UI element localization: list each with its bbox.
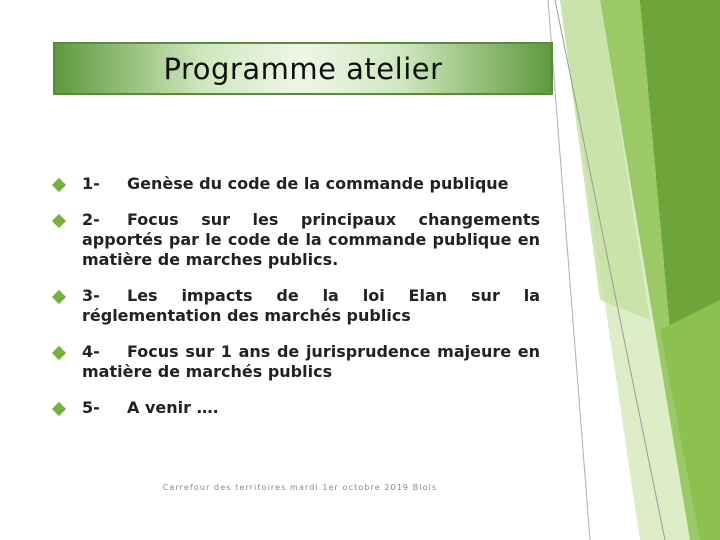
item-number: 3-	[82, 286, 100, 305]
diamond-bullet-icon	[52, 402, 66, 416]
title-banner	[53, 42, 553, 95]
diamond-bullet-icon	[52, 214, 66, 228]
diamond-bullet-icon	[52, 346, 66, 360]
footer-text: Carrefour des territoires mardi 1er octobre 2019 Blois	[162, 483, 438, 492]
list-item	[52, 174, 540, 194]
list-item	[52, 398, 540, 418]
item-number: 4-	[82, 342, 100, 361]
list-item	[52, 210, 540, 270]
list-item	[52, 342, 540, 382]
diamond-bullet-icon	[52, 290, 66, 304]
item-number: 2-	[82, 210, 100, 229]
agenda-list	[52, 174, 540, 434]
item-number: 5-	[82, 398, 100, 417]
item-text: Focus sur 1 ans de jurisprudence majeure en matière de marchés publics	[82, 342, 540, 381]
diamond-bullet-icon	[52, 178, 66, 192]
item-text: Genèse du code de la commande publique	[127, 174, 509, 193]
item-text: Les impacts de la loi Elan sur la réglementation des marchés publics	[82, 286, 540, 325]
page-title: Programme atelier	[163, 51, 443, 86]
item-number: 1-	[82, 174, 100, 193]
item-text: Focus sur les principaux changements apportés par le code de la commande publique en matière de marches publics.	[82, 210, 540, 269]
list-item	[52, 286, 540, 326]
item-text: A venir ….	[127, 398, 219, 417]
